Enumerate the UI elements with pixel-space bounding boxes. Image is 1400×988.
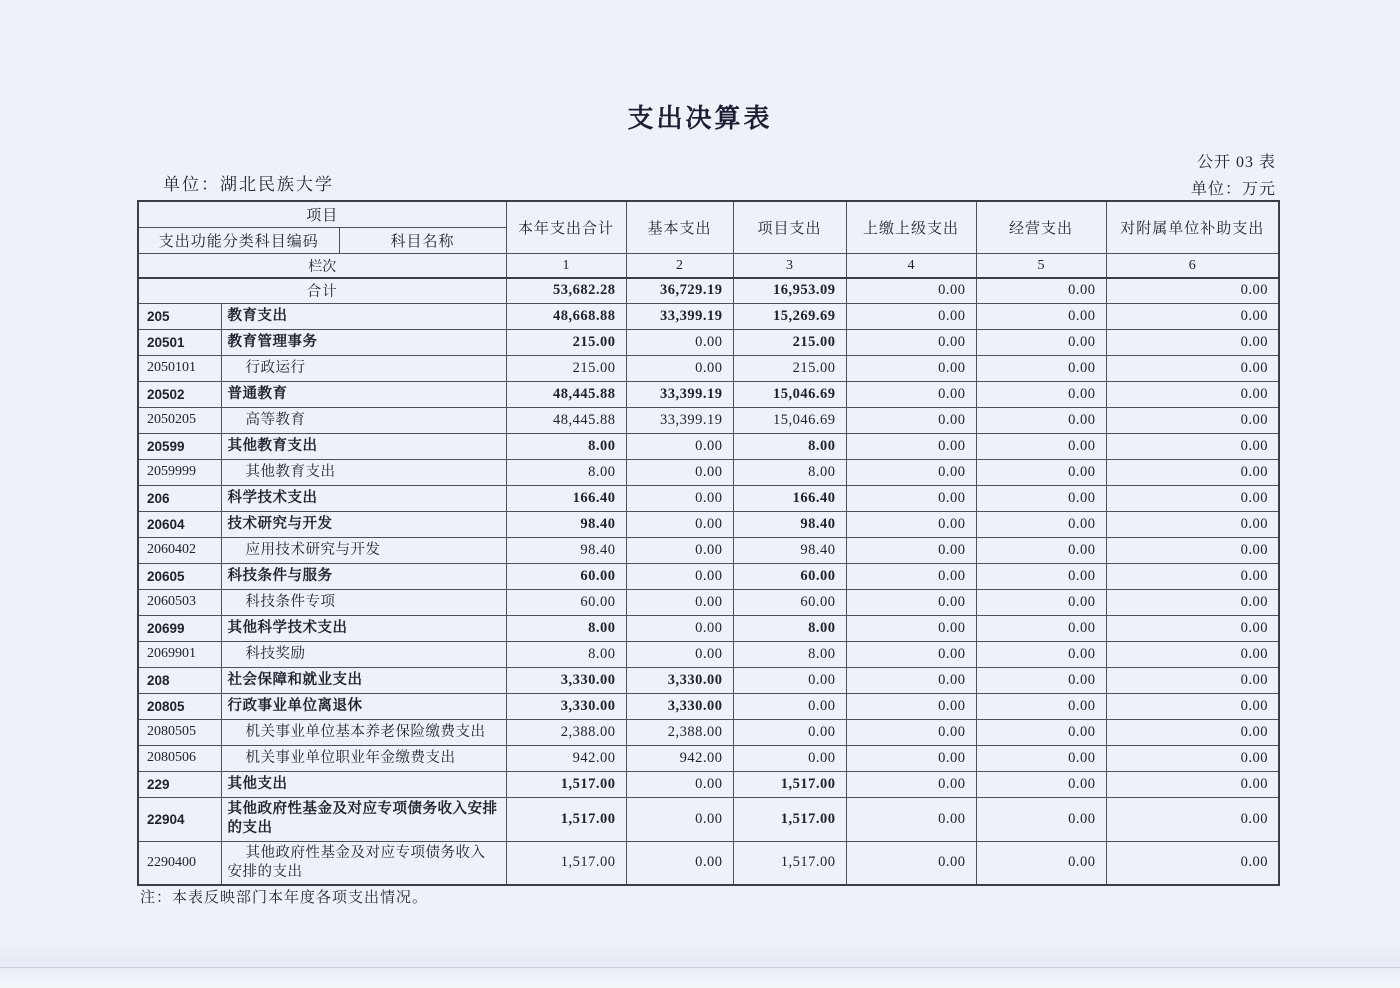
index-2: 2 [626,254,733,279]
row-value: 60.00 [506,563,626,589]
table-row [138,745,1279,771]
row-value: 8.00 [733,641,846,667]
row-value: 0.00 [846,485,976,511]
row-value: 0.00 [1106,537,1279,563]
row-name: 其他政府性基金及对应专项债务收入安排的支出 [221,797,506,841]
row-value: 0.00 [976,563,1106,589]
row-value: 0.00 [976,407,1106,433]
row-value: 98.40 [506,511,626,537]
row-value: 0.00 [1106,511,1279,537]
row-name: 科技奖励 [221,641,506,667]
row-value: 3,330.00 [506,693,626,719]
row-value: 0.00 [976,329,1106,355]
index-6: 6 [1106,254,1279,279]
row-value: 0.00 [626,771,733,797]
row-value: 0.00 [976,719,1106,745]
table-row [138,719,1279,745]
row-code: 22904 [138,797,221,841]
row-name: 社会保障和就业支出 [221,667,506,693]
row-value: 0.00 [976,537,1106,563]
row-value: 0.00 [1106,589,1279,615]
row-value: 0.00 [1106,563,1279,589]
row-value: 48,668.88 [506,303,626,329]
row-value: 8.00 [733,459,846,485]
row-value: 0.00 [846,329,976,355]
row-value: 8.00 [506,641,626,667]
row-code: 20699 [138,615,221,641]
table-row [138,693,1279,719]
row-value: 215.00 [506,355,626,381]
row-value: 98.40 [733,511,846,537]
table-row [138,615,1279,641]
table-row [138,407,1279,433]
table-row [138,667,1279,693]
total-value: 0.00 [976,278,1106,303]
total-value: 53,682.28 [506,278,626,303]
row-code: 20805 [138,693,221,719]
page-title: 支出决算表 [627,104,773,133]
row-value: 0.00 [976,589,1106,615]
row-value: 0.00 [626,641,733,667]
row-value: 0.00 [846,797,976,841]
row-value: 0.00 [846,303,976,329]
row-value: 215.00 [733,329,846,355]
row-value: 0.00 [976,771,1106,797]
header-col-operating: 经营支出 [976,201,1106,254]
row-value: 2,388.00 [506,719,626,745]
row-code: 2050205 [138,407,221,433]
row-value: 3,330.00 [626,693,733,719]
row-code: 20501 [138,329,221,355]
row-code: 206 [138,485,221,511]
row-value: 0.00 [846,563,976,589]
row-name: 其他教育支出 [221,459,506,485]
row-value: 2,388.00 [626,719,733,745]
row-name: 其他支出 [221,771,506,797]
row-code: 2050101 [138,355,221,381]
row-name: 教育管理事务 [221,329,506,355]
row-value: 8.00 [506,433,626,459]
row-value: 0.00 [733,719,846,745]
footnote: 注：本表反映部门本年度各项支出情况。 [140,890,429,906]
row-value: 98.40 [506,537,626,563]
row-code: 2080505 [138,719,221,745]
row-value: 15,046.69 [733,407,846,433]
row-value: 0.00 [846,693,976,719]
row-value: 0.00 [846,589,976,615]
index-4: 4 [846,254,976,279]
row-value: 0.00 [976,485,1106,511]
row-name: 技术研究与开发 [221,511,506,537]
table-row [138,563,1279,589]
row-code: 20599 [138,433,221,459]
header-project-label: 项目 [138,201,506,228]
row-value: 0.00 [1106,745,1279,771]
row-value: 0.00 [976,511,1106,537]
table-row [138,511,1279,537]
row-value: 942.00 [506,745,626,771]
row-value: 0.00 [733,667,846,693]
row-value: 166.40 [506,485,626,511]
index-label: 栏次 [138,254,506,279]
row-value: 1,517.00 [733,841,846,885]
header-col-basic: 基本支出 [626,201,733,254]
row-value: 0.00 [976,615,1106,641]
row-name: 科技条件专项 [221,589,506,615]
row-value: 215.00 [506,329,626,355]
row-name: 普通教育 [221,381,506,407]
total-value: 0.00 [1106,278,1279,303]
row-value: 0.00 [976,381,1106,407]
total-label: 合计 [138,278,506,303]
row-name: 行政事业单位离退休 [221,693,506,719]
total-row [138,278,1279,303]
row-value: 0.00 [626,615,733,641]
row-value: 0.00 [976,303,1106,329]
header-col-upper: 上缴上级支出 [846,201,976,254]
row-value: 0.00 [976,641,1106,667]
row-value: 1,517.00 [733,797,846,841]
row-value: 0.00 [626,329,733,355]
row-value: 0.00 [846,719,976,745]
row-value: 0.00 [846,771,976,797]
row-value: 48,445.88 [506,381,626,407]
row-value: 0.00 [846,381,976,407]
row-code: 2060503 [138,589,221,615]
row-code: 2060402 [138,537,221,563]
row-code: 205 [138,303,221,329]
row-value: 0.00 [626,563,733,589]
row-value: 0.00 [626,355,733,381]
row-value: 0.00 [733,745,846,771]
row-value: 3,330.00 [626,667,733,693]
row-value: 0.00 [1106,329,1279,355]
table-row [138,841,1279,885]
row-name: 应用技术研究与开发 [221,537,506,563]
header-row-1 [138,201,1279,228]
expenditure-table [137,200,1280,886]
row-value: 0.00 [846,433,976,459]
row-value: 60.00 [733,563,846,589]
row-value: 0.00 [1106,667,1279,693]
row-value: 0.00 [846,407,976,433]
row-value: 0.00 [626,433,733,459]
row-value: 60.00 [506,589,626,615]
row-value: 1,517.00 [506,771,626,797]
row-code: 20604 [138,511,221,537]
row-value: 0.00 [626,537,733,563]
row-value: 0.00 [976,355,1106,381]
table-row [138,433,1279,459]
row-value: 0.00 [846,667,976,693]
row-value: 0.00 [1106,381,1279,407]
row-value: 0.00 [733,693,846,719]
row-value: 0.00 [1106,719,1279,745]
row-name: 高等教育 [221,407,506,433]
row-value: 0.00 [846,511,976,537]
row-name: 其他科学技术支出 [221,615,506,641]
row-code: 2290400 [138,841,221,885]
row-code: 20605 [138,563,221,589]
row-value: 8.00 [506,615,626,641]
total-value: 36,729.19 [626,278,733,303]
row-code: 2080506 [138,745,221,771]
index-3: 3 [733,254,846,279]
row-value: 8.00 [733,433,846,459]
row-value: 0.00 [846,355,976,381]
row-value: 33,399.19 [626,303,733,329]
row-name: 机关事业单位基本养老保险缴费支出 [221,719,506,745]
table-row [138,381,1279,407]
row-value: 0.00 [1106,485,1279,511]
row-value: 15,046.69 [733,381,846,407]
table-row [138,797,1279,841]
row-name: 其他教育支出 [221,433,506,459]
header-index-row [138,254,1279,279]
row-code: 20502 [138,381,221,407]
row-value: 0.00 [1106,433,1279,459]
index-5: 5 [976,254,1106,279]
header-code-label: 支出功能分类科目编码 [138,228,339,254]
row-name: 科技条件与服务 [221,563,506,589]
row-value: 0.00 [976,433,1106,459]
unit-label: 单位：万元 [1190,181,1276,198]
table-row [138,771,1279,797]
row-value: 0.00 [1106,771,1279,797]
total-value: 16,953.09 [733,278,846,303]
row-value: 0.00 [626,797,733,841]
row-value: 0.00 [1106,693,1279,719]
row-value: 0.00 [1106,355,1279,381]
row-value: 15,269.69 [733,303,846,329]
row-value: 0.00 [846,537,976,563]
row-value: 0.00 [846,841,976,885]
row-value: 0.00 [626,589,733,615]
row-value: 0.00 [626,459,733,485]
index-1: 1 [506,254,626,279]
row-value: 0.00 [1106,797,1279,841]
row-value: 0.00 [976,693,1106,719]
sheet-number-label: 公开 03 表 [1196,154,1276,171]
row-value: 0.00 [626,511,733,537]
row-value: 166.40 [733,485,846,511]
row-value: 0.00 [1106,615,1279,641]
row-code: 208 [138,667,221,693]
table-row [138,485,1279,511]
total-value: 0.00 [846,278,976,303]
row-value: 0.00 [1106,641,1279,667]
row-value: 0.00 [976,841,1106,885]
table-row [138,355,1279,381]
row-value: 0.00 [846,615,976,641]
row-value: 1,517.00 [506,797,626,841]
row-name: 其他政府性基金及对应专项债务收入安排的支出 [221,841,506,885]
row-value: 33,399.19 [626,381,733,407]
table-row [138,641,1279,667]
row-value: 0.00 [846,745,976,771]
row-value: 48,445.88 [506,407,626,433]
row-value: 215.00 [733,355,846,381]
header-col-subsidy: 对附属单位补助支出 [1106,201,1279,254]
row-value: 0.00 [626,841,733,885]
row-name: 机关事业单位职业年金缴费支出 [221,745,506,771]
row-value: 8.00 [733,615,846,641]
row-value: 0.00 [1106,303,1279,329]
row-value: 0.00 [976,797,1106,841]
row-value: 942.00 [626,745,733,771]
row-value: 0.00 [1106,459,1279,485]
row-value: 0.00 [846,459,976,485]
row-value: 0.00 [1106,841,1279,885]
row-value: 0.00 [1106,407,1279,433]
table-row [138,537,1279,563]
table-row [138,329,1279,355]
org-label: 单位：湖北民族大学 [163,175,334,194]
row-value: 0.00 [976,667,1106,693]
row-value: 60.00 [733,589,846,615]
row-value: 0.00 [976,459,1106,485]
row-value: 98.40 [733,537,846,563]
row-name: 教育支出 [221,303,506,329]
row-value: 0.00 [846,641,976,667]
row-code: 229 [138,771,221,797]
row-value: 0.00 [976,745,1106,771]
row-value: 1,517.00 [506,841,626,885]
row-code: 2069901 [138,641,221,667]
table-row [138,459,1279,485]
row-value: 33,399.19 [626,407,733,433]
header-col-total: 本年支出合计 [506,201,626,254]
row-name: 行政运行 [221,355,506,381]
row-value: 0.00 [626,485,733,511]
row-name: 科学技术支出 [221,485,506,511]
row-value: 1,517.00 [733,771,846,797]
header-col-project: 项目支出 [733,201,846,254]
table-row [138,303,1279,329]
row-code: 2059999 [138,459,221,485]
row-value: 8.00 [506,459,626,485]
table-row [138,589,1279,615]
row-value: 3,330.00 [506,667,626,693]
header-name-label: 科目名称 [339,228,506,254]
